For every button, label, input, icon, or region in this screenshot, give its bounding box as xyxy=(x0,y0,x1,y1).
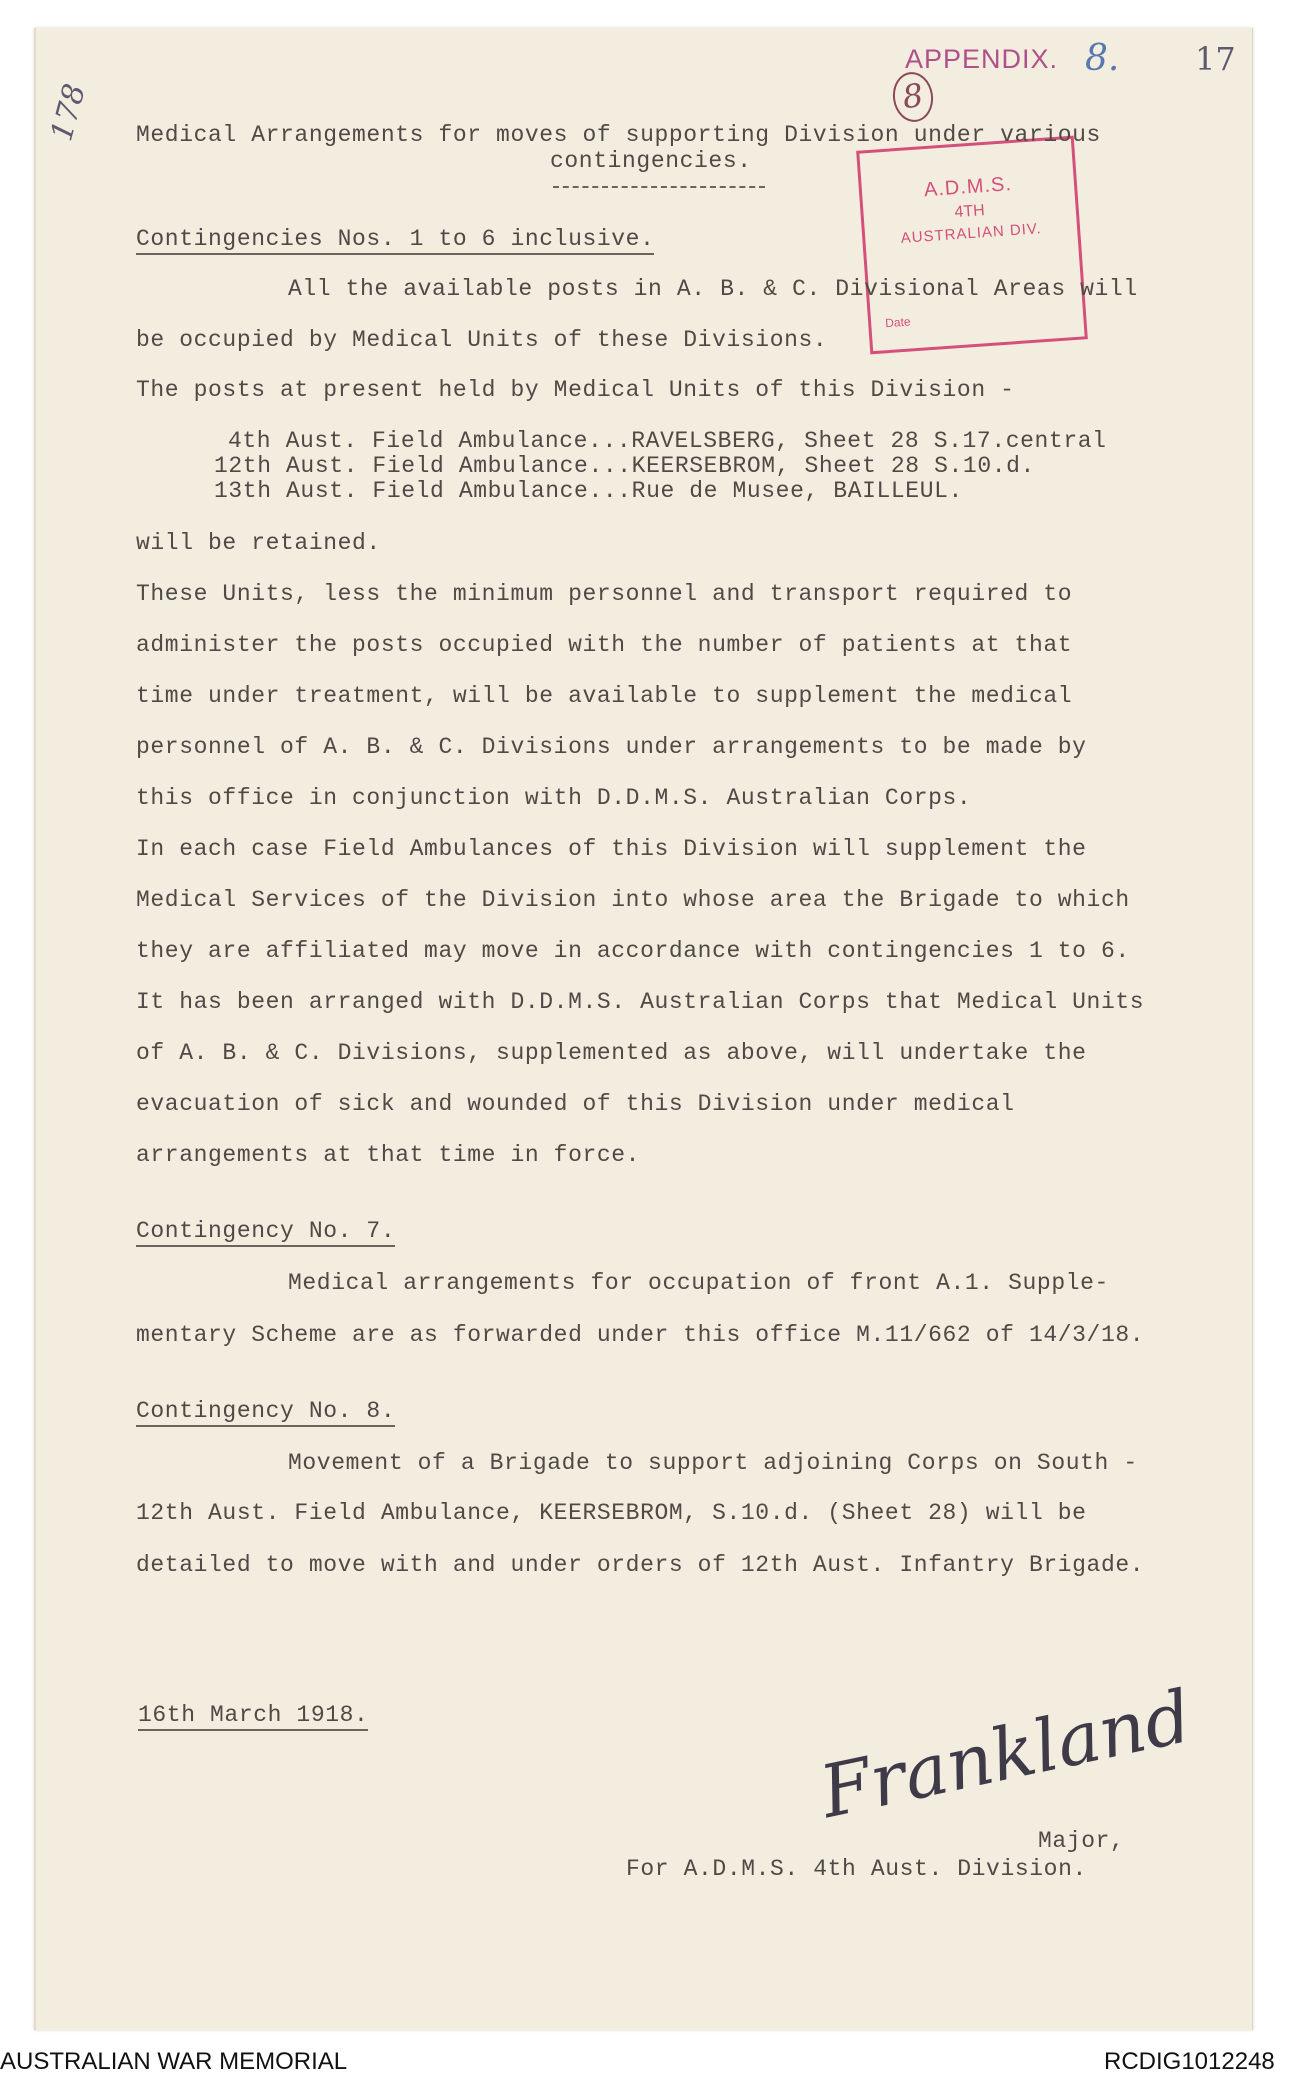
body-line: this office in conjunction with D.D.M.S. Australian Corps. xyxy=(136,785,972,811)
circled-number-text: 8 xyxy=(900,75,926,117)
body-line: of A. B. & C. Divisions, supplemented as above, will undertake the xyxy=(136,1040,1087,1066)
signature-block: For A.D.M.S. 4th Aust. Division. xyxy=(626,1856,1087,1882)
stamp-line-3: AUSTRALIAN DIV. xyxy=(900,220,1043,247)
footer-archive-name: AUSTRALIAN WAR MEMORIAL xyxy=(0,2048,348,2075)
post-line: 13th Aust. Field Ambulance...Rue de Musee, BAILLEUL. xyxy=(214,478,963,504)
folio-number-right: 17 xyxy=(1195,40,1236,78)
section-2-heading: Contingency No. 7. xyxy=(136,1218,395,1247)
section-1-line: be occupied by Medical Units of these Divisions. xyxy=(136,327,828,353)
section-3-heading: Contingency No. 8. xyxy=(136,1398,395,1427)
section-3-line: detailed to move with and under orders of 12th Aust. Infantry Brigade. xyxy=(136,1552,1145,1578)
appendix-number: 8. xyxy=(1085,38,1120,79)
body-line: administer the posts occupied with the number of patients at that xyxy=(136,632,1073,658)
document-title-line-2: contingencies. xyxy=(550,148,752,174)
body-line: they are affiliated may move in accordance with contingencies 1 to 6. xyxy=(136,938,1130,964)
signature-rank: Major, xyxy=(1038,1828,1125,1854)
appendix-label-text: APPENDIX. xyxy=(905,44,1059,74)
section-1-heading: Contingencies Nos. 1 to 6 inclusive. xyxy=(136,226,654,255)
post-line: 4th Aust. Field Ambulance...RAVELSBERG, Sheet 28 S.17.central xyxy=(228,428,1107,454)
body-line: evacuation of sick and wounded of this Division under medical xyxy=(136,1091,1015,1117)
stamp-line-4: Date xyxy=(884,314,912,331)
section-3-line: Movement of a Brigade to support adjoining Corps on South - xyxy=(288,1450,1138,1476)
body-line: It has been arranged with D.D.M.S. Australian Corps that Medical Units xyxy=(136,989,1145,1015)
section-2-line: Medical arrangements for occupation of front A.1. Supple- xyxy=(288,1270,1109,1296)
folio-number-left: 178 xyxy=(44,80,93,145)
adms-stamp xyxy=(856,136,1088,355)
body-line: will be retained. xyxy=(136,530,381,556)
section-1-line: All the available posts in A. B. & C. Divisional Areas will xyxy=(288,276,1138,302)
appendix-label xyxy=(905,44,1058,75)
section-3-line: 12th Aust. Field Ambulance, KEERSEBROM, S.10.d. (Sheet 28) will be xyxy=(136,1500,1087,1526)
body-line: These Units, less the minimum personnel and transport required to xyxy=(136,581,1073,607)
section-2-line: mentary Scheme are as forwarded under this office M.11/662 of 14/3/18. xyxy=(136,1322,1145,1348)
title-dash-rule xyxy=(553,186,765,188)
section-1-line: The posts at present held by Medical Units of this Division - xyxy=(136,377,1015,403)
document-date: 16th March 1918. xyxy=(138,1702,368,1731)
footer-record-id: RCDIG1012248 xyxy=(1104,2048,1275,2075)
body-line: arrangements at that time in force. xyxy=(136,1142,641,1168)
body-line: In each case Field Ambulances of this Division will supplement the xyxy=(136,836,1087,862)
body-line: time under treatment, will be available to supplement the medical xyxy=(136,683,1073,709)
stamp-line-2: 4TH xyxy=(953,202,986,222)
document-title-line-1: Medical Arrangements for moves of supporting Division under various xyxy=(136,122,1101,148)
signature: Frankland xyxy=(813,1673,1199,1835)
stamp-line-1: A.D.M.S. xyxy=(923,173,1013,202)
post-line: 12th Aust. Field Ambulance...KEERSEBROM, Sheet 28 S.10.d. xyxy=(214,453,1035,479)
body-line: personnel of A. B. & C. Divisions under arrangements to be made by xyxy=(136,734,1087,760)
body-line: Medical Services of the Division into whose area the Brigade to which xyxy=(136,887,1130,913)
